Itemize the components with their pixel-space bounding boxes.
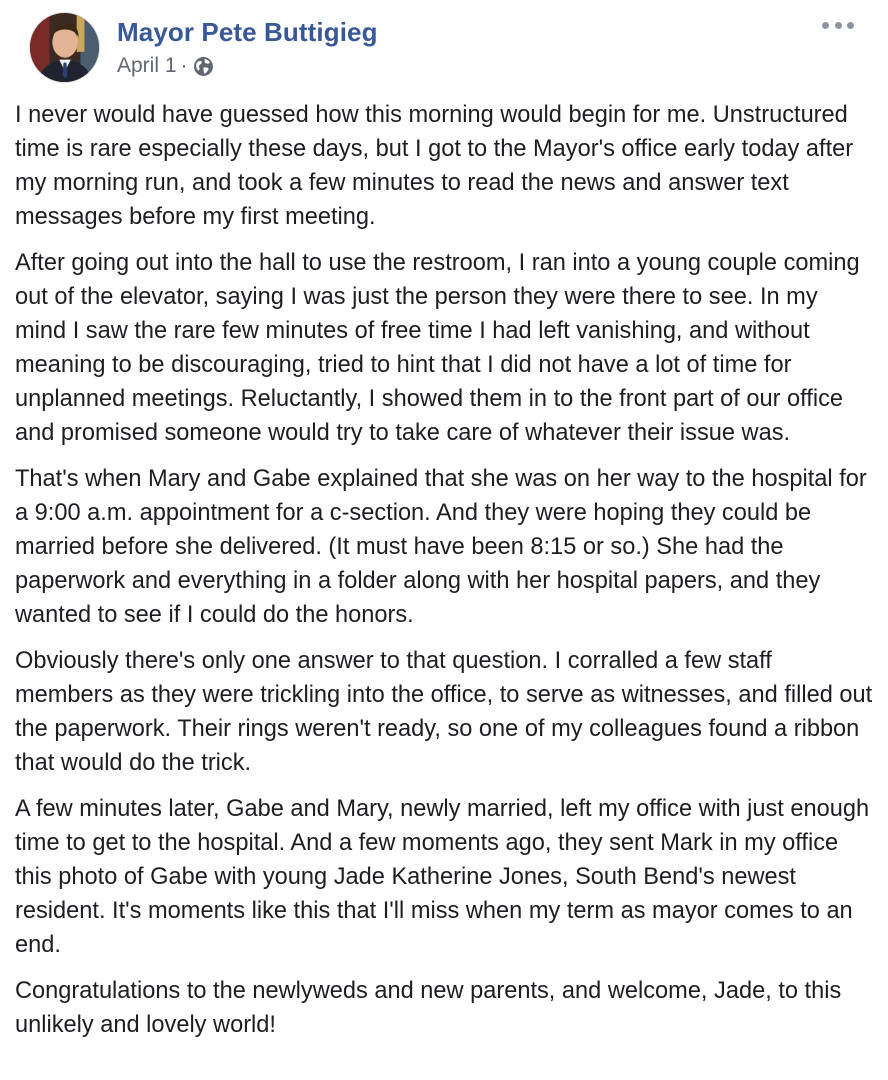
dot — [847, 22, 854, 29]
globe-icon[interactable] — [193, 56, 214, 77]
dot — [822, 22, 829, 29]
post-paragraph: Congratulations to the newlyweds and new parents, and welcome, Jade, to this unlikely and lovely world! — [15, 978, 842, 1038]
dot — [835, 22, 842, 29]
post-header — [15, 0, 866, 92]
avatar-image — [30, 13, 99, 82]
post-paragraph: A few minutes later, Gabe and Mary, newly married, left my office with just enough time to get to the hospital. And a few moments ago, they sent Mark in my office this photo of Gabe with young Jade Katherine Jones, South Bend's newest resident. It's moments like this that I'll miss when my term as mayor comes to an end. — [15, 796, 870, 958]
post-date[interactable]: April 1 — [117, 54, 177, 77]
more-options-icon[interactable] — [822, 17, 854, 33]
post-paragraph: After going out into the hall to use the restroom, I ran into a young couple coming out of the elevator, saying I was just the person they were there to see. In my mind I saw the rare few minutes of free time I had left vanishing, and without meaning to be discouraging, tried to hint that I did not have a lot of time for unplanned meetings. Reluctantly, I showed them in to the front part of our office and promised someone would try to take care of whatever their issue was. — [15, 250, 860, 446]
meta-separator: · — [180, 54, 188, 77]
post-paragraph: Obviously there's only one answer to that question. I corralled a few staff members as they were trickling into the office, to serve as witnesses, and filled out the paperwork. Their rings weren't ready, so one of my colleagues found a ribbon that would do the trick. — [15, 648, 873, 776]
post-body — [15, 98, 875, 1054]
post-paragraph: I never would have guessed how this morning would begin for me. Unstructured time is rare especially these days, but I got to the Mayor's office early today after my morning run, and took a few minutes to read the news and answer text messages before my first meeting. — [15, 102, 854, 230]
author-name-link[interactable]: Mayor Pete Buttigieg — [117, 17, 378, 47]
author-avatar[interactable] — [29, 12, 100, 83]
post-meta — [117, 54, 214, 78]
post-paragraph: That's when Mary and Gabe explained that she was on her way to the hospital for a 9:00 a.m. appointment for a c-section. And they were hoping they could be married before she delivered. (It must have been 8:15 or so.) She had the paperwork and everything in a folder along with her hospital papers, and they wanted to see if I could do the honors. — [15, 466, 867, 628]
